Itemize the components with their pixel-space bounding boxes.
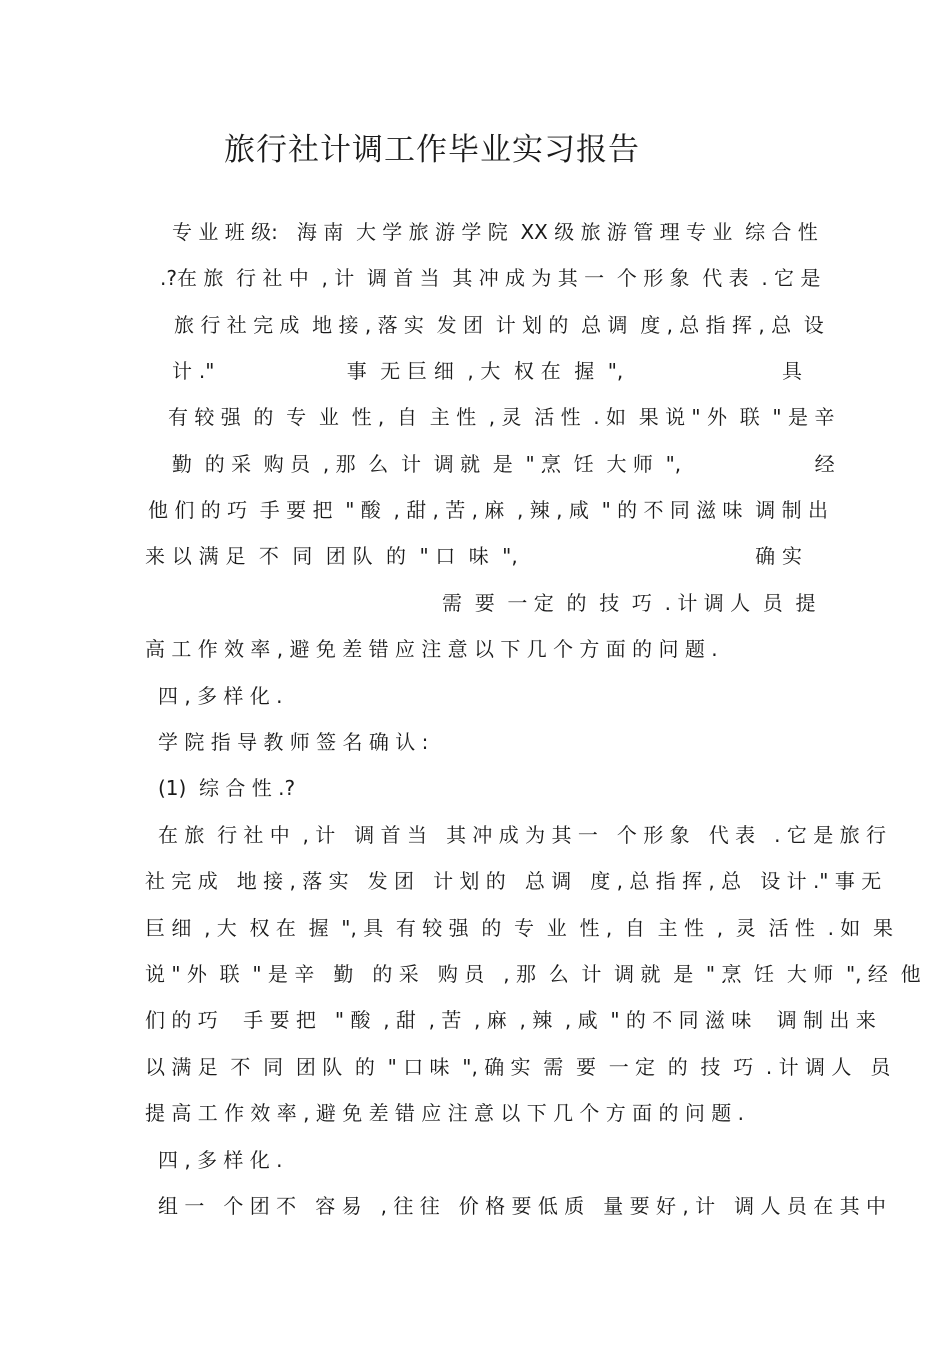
body-line: 组 一 个 团 不 容 易 , 往 往 价 格 要 低 质 量 要 好 , 计 调 人 员 在 其 中 <box>158 1194 886 1218</box>
body-line: 以 满 足 不 同 团 队 的 " 口 味 ", 确 实 需 要 一 定 的 技 巧 . 计 调 人 员 <box>145 1055 891 1079</box>
body-line: 专 业 班 级: 海 南 大 学 旅 游 学 院 XX 级 旅 游 管 理 专 业 综 合 性 <box>172 220 818 244</box>
body-line: 有 较 强 的 专 业 性 , 自 主 性 , 灵 活 性 . 如 果 说 " 外 联 " 是 辛 <box>168 405 835 429</box>
body-line: 来 以 满 足 不 同 团 队 的 " 口 味 ", 确 实 <box>145 544 802 568</box>
body-line: 计 ." 事 无 巨 细 , 大 权 在 握 ", 具 <box>172 359 802 383</box>
body-line: 旅 行 社 完 成 地 接 , 落 实 发 团 计 划 的 总 调 度 , 总 指 挥 , 总 设 <box>174 313 824 337</box>
body-line: 勤 的 采 购 员 , 那 么 计 调 就 是 " 烹 饪 大 师 ", 经 <box>172 452 835 476</box>
body-line: 说 " 外 联 " 是 辛 勤 的 采 购 员 , 那 么 计 调 就 是 " 烹 饪 大 师 ", 经 他 <box>145 962 921 986</box>
section-heading: 四 , 多 样 化 . <box>158 684 283 708</box>
document-title: 旅行社计调工作毕业实习报告 <box>224 132 640 168</box>
body-line: 社 完 成 地 接 , 落 实 发 团 计 划 的 总 调 度 , 总 指 挥 , 总 设 计 ." 事 无 <box>145 869 882 893</box>
body-line: 在 旅 行 社 中 , 计 调 首 当 其 冲 成 为 其 一 个 形 象 代 表 . 它 是 旅 行 <box>158 823 886 847</box>
body-line: 需 要 一 定 的 技 巧 . 计 调 人 员 提 <box>442 591 816 615</box>
body-line: 提 高 工 作 效 率 , 避 免 差 错 应 注 意 以 下 几 个 方 面 的 问 题 . <box>145 1101 744 1125</box>
body-line: 们 的 巧 手 要 把 " 酸 , 甜 , 苦 , 麻 , 辣 , 咸 " 的 不 同 滋 味 调 制 出 来 <box>145 1008 876 1032</box>
body-line: 他 们 的 巧 手 要 把 " 酸 , 甜 , 苦 , 麻 , 辣 , 咸 " 的 不 同 滋 味 调 制 出 <box>148 498 828 522</box>
body-line: 学 院 指 导 教 师 签 名 确 认 : <box>158 730 429 754</box>
section-heading: (1) 综 合 性 .? <box>158 776 296 800</box>
body-line: .?在 旅 行 社 中 , 计 调 首 当 其 冲 成 为 其 一 个 形 象 代 表 . 它 是 <box>160 266 821 290</box>
body-line: 高 工 作 效 率 , 避 免 差 错 应 注 意 以 下 几 个 方 面 的 问 题 . <box>145 637 718 661</box>
body-line: 巨 细 , 大 权 在 握 ", 具 有 较 强 的 专 业 性 , 自 主 性 , 灵 活 性 . 如 果 <box>145 916 893 940</box>
section-heading: 四 , 多 样 化 . <box>158 1148 283 1172</box>
